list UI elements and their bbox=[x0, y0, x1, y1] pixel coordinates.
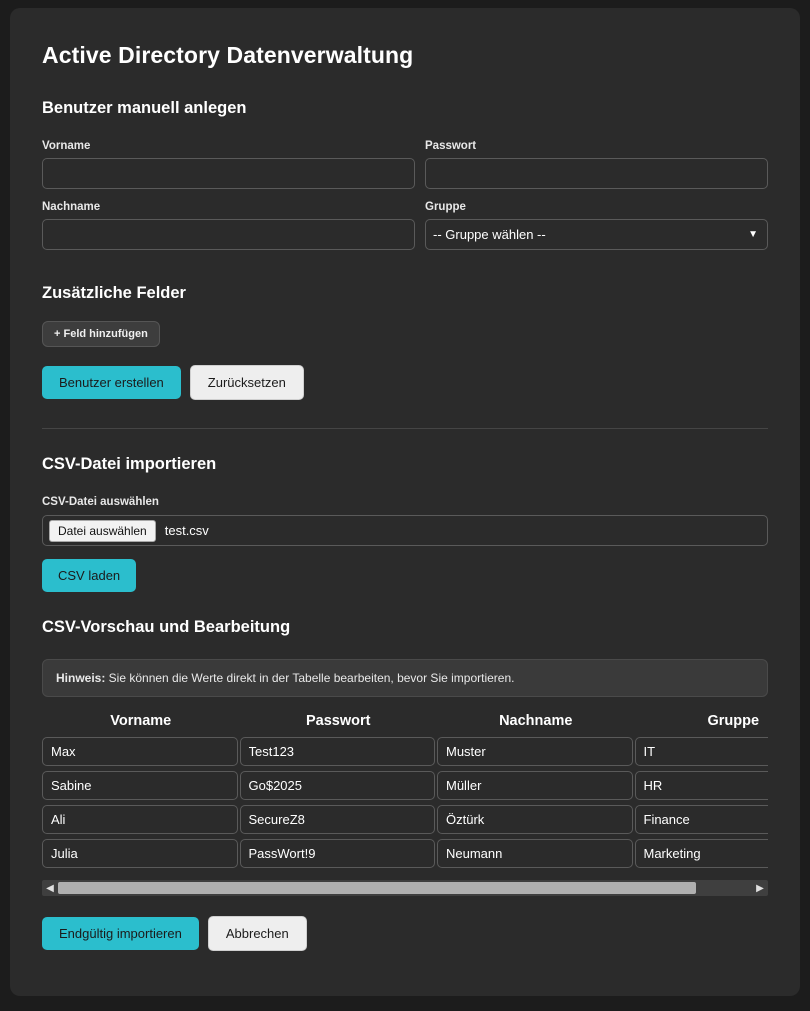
cell-vorname[interactable] bbox=[42, 839, 238, 868]
field-vorname bbox=[42, 140, 415, 189]
gruppe-select[interactable] bbox=[425, 219, 768, 250]
cell-nachname[interactable] bbox=[437, 839, 633, 868]
manual-actions bbox=[42, 365, 768, 400]
column-header-vorname: Vorname bbox=[110, 713, 172, 729]
cell-gruppe[interactable] bbox=[635, 805, 769, 834]
csv-file-input[interactable] bbox=[42, 515, 768, 546]
cell-passwort[interactable] bbox=[240, 839, 436, 868]
cell-vorname[interactable] bbox=[42, 771, 238, 800]
section-divider bbox=[42, 428, 768, 429]
csv-section-title: CSV-Datei importieren bbox=[42, 455, 217, 473]
chevron-down-icon: ▼ bbox=[748, 228, 758, 240]
manual-form bbox=[42, 140, 768, 262]
table-row bbox=[42, 805, 768, 839]
app-content bbox=[10, 8, 800, 975]
csv-table-head bbox=[42, 713, 768, 737]
scroll-left-icon[interactable]: ◀ bbox=[46, 882, 54, 894]
field-gruppe bbox=[425, 201, 768, 250]
cancel-button[interactable]: Abbrechen bbox=[208, 916, 307, 951]
cell-nachname[interactable] bbox=[437, 737, 633, 766]
label-gruppe: Gruppe bbox=[425, 201, 466, 213]
load-csv-button[interactable]: CSV laden bbox=[42, 559, 136, 592]
scrollbar-thumb[interactable] bbox=[58, 882, 696, 894]
reset-button[interactable]: Zurücksetzen bbox=[190, 365, 304, 400]
gruppe-select-wrap bbox=[425, 219, 768, 250]
cell-passwort[interactable] bbox=[240, 737, 436, 766]
cell-nachname[interactable] bbox=[437, 771, 633, 800]
table-row bbox=[42, 839, 768, 873]
extra-fields-title: Zusätzliche Felder bbox=[42, 284, 186, 302]
column-header-gruppe: Gruppe bbox=[707, 713, 760, 729]
csv-hint bbox=[42, 659, 768, 697]
csv-table bbox=[42, 713, 768, 873]
label-nachname: Nachname bbox=[42, 201, 101, 213]
cell-nachname[interactable] bbox=[437, 805, 633, 834]
csv-preview-title: CSV-Vorschau und Bearbeitung bbox=[42, 618, 291, 636]
cell-gruppe[interactable] bbox=[635, 839, 769, 868]
label-vorname: Vorname bbox=[42, 140, 91, 152]
add-field-button[interactable]: + Feld hinzufügen bbox=[42, 321, 160, 347]
chosen-file-name: test.csv bbox=[164, 523, 209, 538]
manual-section-title: Benutzer manuell anlegen bbox=[42, 99, 247, 117]
csv-table-wrap bbox=[42, 713, 768, 873]
final-import-button[interactable]: Endgültig importieren bbox=[42, 917, 199, 950]
field-nachname bbox=[42, 201, 415, 250]
app-window bbox=[10, 8, 800, 996]
page-title: Active Directory Datenverwaltung bbox=[42, 42, 414, 68]
table-row bbox=[42, 737, 768, 771]
cell-gruppe[interactable] bbox=[635, 771, 769, 800]
vorname-input[interactable] bbox=[42, 158, 415, 189]
cell-passwort[interactable] bbox=[240, 771, 436, 800]
csv-file-label: CSV-Datei auswählen bbox=[42, 496, 159, 508]
cell-passwort[interactable] bbox=[240, 805, 436, 834]
scroll-right-icon[interactable]: ▶ bbox=[756, 882, 764, 894]
field-passwort bbox=[425, 140, 768, 189]
csv-hint-bold: Hinweis: bbox=[56, 671, 106, 685]
column-header-nachname: Nachname bbox=[499, 713, 573, 729]
table-horizontal-scrollbar[interactable] bbox=[42, 880, 768, 896]
cell-vorname[interactable] bbox=[42, 737, 238, 766]
csv-header-row bbox=[42, 713, 768, 737]
csv-actions bbox=[42, 916, 768, 975]
csv-table-body bbox=[42, 737, 768, 873]
scrollbar-track[interactable] bbox=[58, 880, 752, 896]
create-user-button[interactable]: Benutzer erstellen bbox=[42, 366, 181, 399]
choose-file-button[interactable]: Datei auswählen bbox=[49, 520, 156, 542]
column-header-passwort: Passwort bbox=[306, 713, 371, 729]
nachname-input[interactable] bbox=[42, 219, 415, 250]
csv-hint-text: Sie können die Werte direkt in der Tabelle bearbeiten, bevor Sie importieren. bbox=[105, 671, 515, 685]
passwort-input[interactable] bbox=[425, 158, 768, 189]
cell-vorname[interactable] bbox=[42, 805, 238, 834]
table-row bbox=[42, 771, 768, 805]
cell-gruppe[interactable] bbox=[635, 737, 769, 766]
label-passwort: Passwort bbox=[425, 140, 477, 152]
